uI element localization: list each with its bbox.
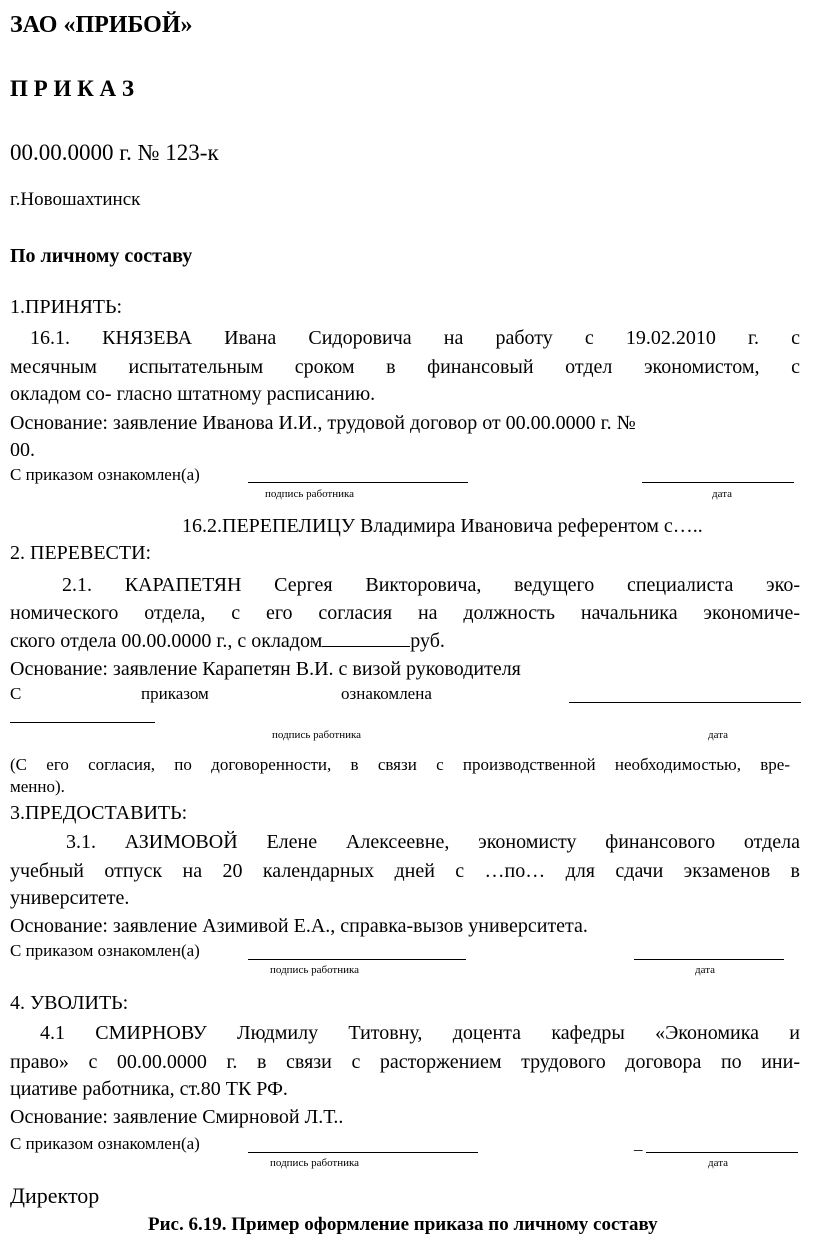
section3-item1-line1: 3.1. АЗИМОВОЙ Елене Алексеевне, экономисту финансового отдела [66, 831, 800, 853]
signature-caption: подпись работника [265, 488, 355, 500]
section1-item2: 16.2.ПЕРЕПЕЛИЦУ Владимира Ивановича референтом с….. [182, 515, 703, 537]
acknowledgement-label: С приказом ознакомлен(а) [10, 941, 200, 960]
signature-caption: подпись работника [270, 1157, 360, 1169]
date-caption: дата [708, 1157, 729, 1169]
section1-item1-line1: 16.1. КНЯЗЕВА Ивана Сидоровича на работу с 19.02.2010 г. с [30, 327, 800, 349]
document-type: П Р И К А З [10, 76, 135, 101]
signature-line [248, 482, 468, 483]
figure-caption: Рис. 6.19. Пример оформление приказа по личному составу [148, 1214, 658, 1235]
acknowledgement-label: С приказом ознакомлен(а) [10, 1134, 200, 1153]
section2-ack-word1: С [10, 684, 22, 703]
section2-ack-word2: приказом [141, 684, 209, 703]
date-caption: дата [708, 729, 729, 741]
date-line-prefix: _ [634, 1134, 643, 1153]
signature-line [248, 959, 466, 960]
section1-item1-line3: окладом со- гласно штатному расписанию. [10, 383, 376, 405]
section2-basis: Основание: заявление Карапетян В.И. с визой руководителя [10, 658, 521, 680]
currency-label: руб. [410, 630, 445, 652]
section1-heading: 1.ПРИНЯТЬ: [10, 296, 123, 318]
section3-item1-line3: университете. [10, 887, 130, 909]
section2-heading: 2. ПЕРЕВЕСТИ: [10, 542, 152, 564]
section4-item1-line1: 4.1 СМИРНОВУ Людмилу Титовну, доцента кафедры «Экономика и [40, 1022, 800, 1044]
section2-item1-line3-text: ского отдела 00.00.0000 г., с окладом [10, 630, 323, 652]
date-line [642, 482, 794, 483]
section2-item1-line1: 2.1. КАРАПЕТЯН Сергея Викторовича, ведущего специалиста эко- [62, 574, 800, 596]
date-caption: дата [712, 488, 733, 500]
city: г.Новошахтинск [10, 189, 141, 210]
section4-heading: 4. УВОЛИТЬ: [10, 992, 129, 1014]
signature-caption: подпись работника [272, 729, 362, 741]
date-line [634, 959, 784, 960]
section1-basis-line2: 00. [10, 439, 35, 461]
acknowledgement-label: С приказом ознакомлен(а) [10, 465, 200, 484]
section2-item1-line3 [10, 628, 445, 654]
company-name: ЗАО «ПРИБОЙ» [10, 12, 193, 38]
date-caption: дата [695, 964, 716, 976]
salary-blank [322, 628, 410, 647]
section2-item1-line2: номического отдела, с его согласия на должность начальника экономиче- [10, 602, 800, 624]
section2-note-line2: менно). [10, 777, 65, 796]
signature-line [569, 702, 801, 703]
section4-basis: Основание: заявление Смирновой Л.Т.. [10, 1106, 344, 1128]
order-subject: По личному составу [10, 245, 193, 267]
section2-ack-word3: ознакомлена [341, 684, 432, 703]
date-line [10, 722, 155, 723]
section3-basis: Основание: заявление Азимивой Е.А., справка-вызов университета. [10, 915, 588, 937]
section4-item1-line3: циативе работника, ст.80 ТК РФ. [10, 1078, 288, 1100]
section2-note-line1: (С его согласия, по договоренности, в связи с производственной необходимостью, вре- [10, 755, 790, 774]
date-line [646, 1152, 798, 1153]
section4-item1-line2: право» с 00.00.0000 г. в связи с расторжением трудового договора по ини- [10, 1051, 800, 1073]
order-date-number: 00.00.0000 г. № 123-к [10, 140, 219, 165]
section1-item1-line2: месячным испытательным сроком в финансовый отдел экономистом, с [10, 356, 800, 378]
section3-item1-line2: учебный отпуск на 20 календарных дней с …по… для сдачи экзаменов в [10, 860, 800, 882]
section3-heading: 3.ПРЕДОСТАВИТЬ: [10, 802, 188, 824]
section1-basis-line1: Основание: заявление Иванова И.И., трудовой договор от 00.00.0000 г. № [10, 412, 636, 434]
signature-caption: подпись работника [270, 964, 360, 976]
director-title: Директор [10, 1183, 100, 1208]
signature-line [248, 1152, 478, 1153]
